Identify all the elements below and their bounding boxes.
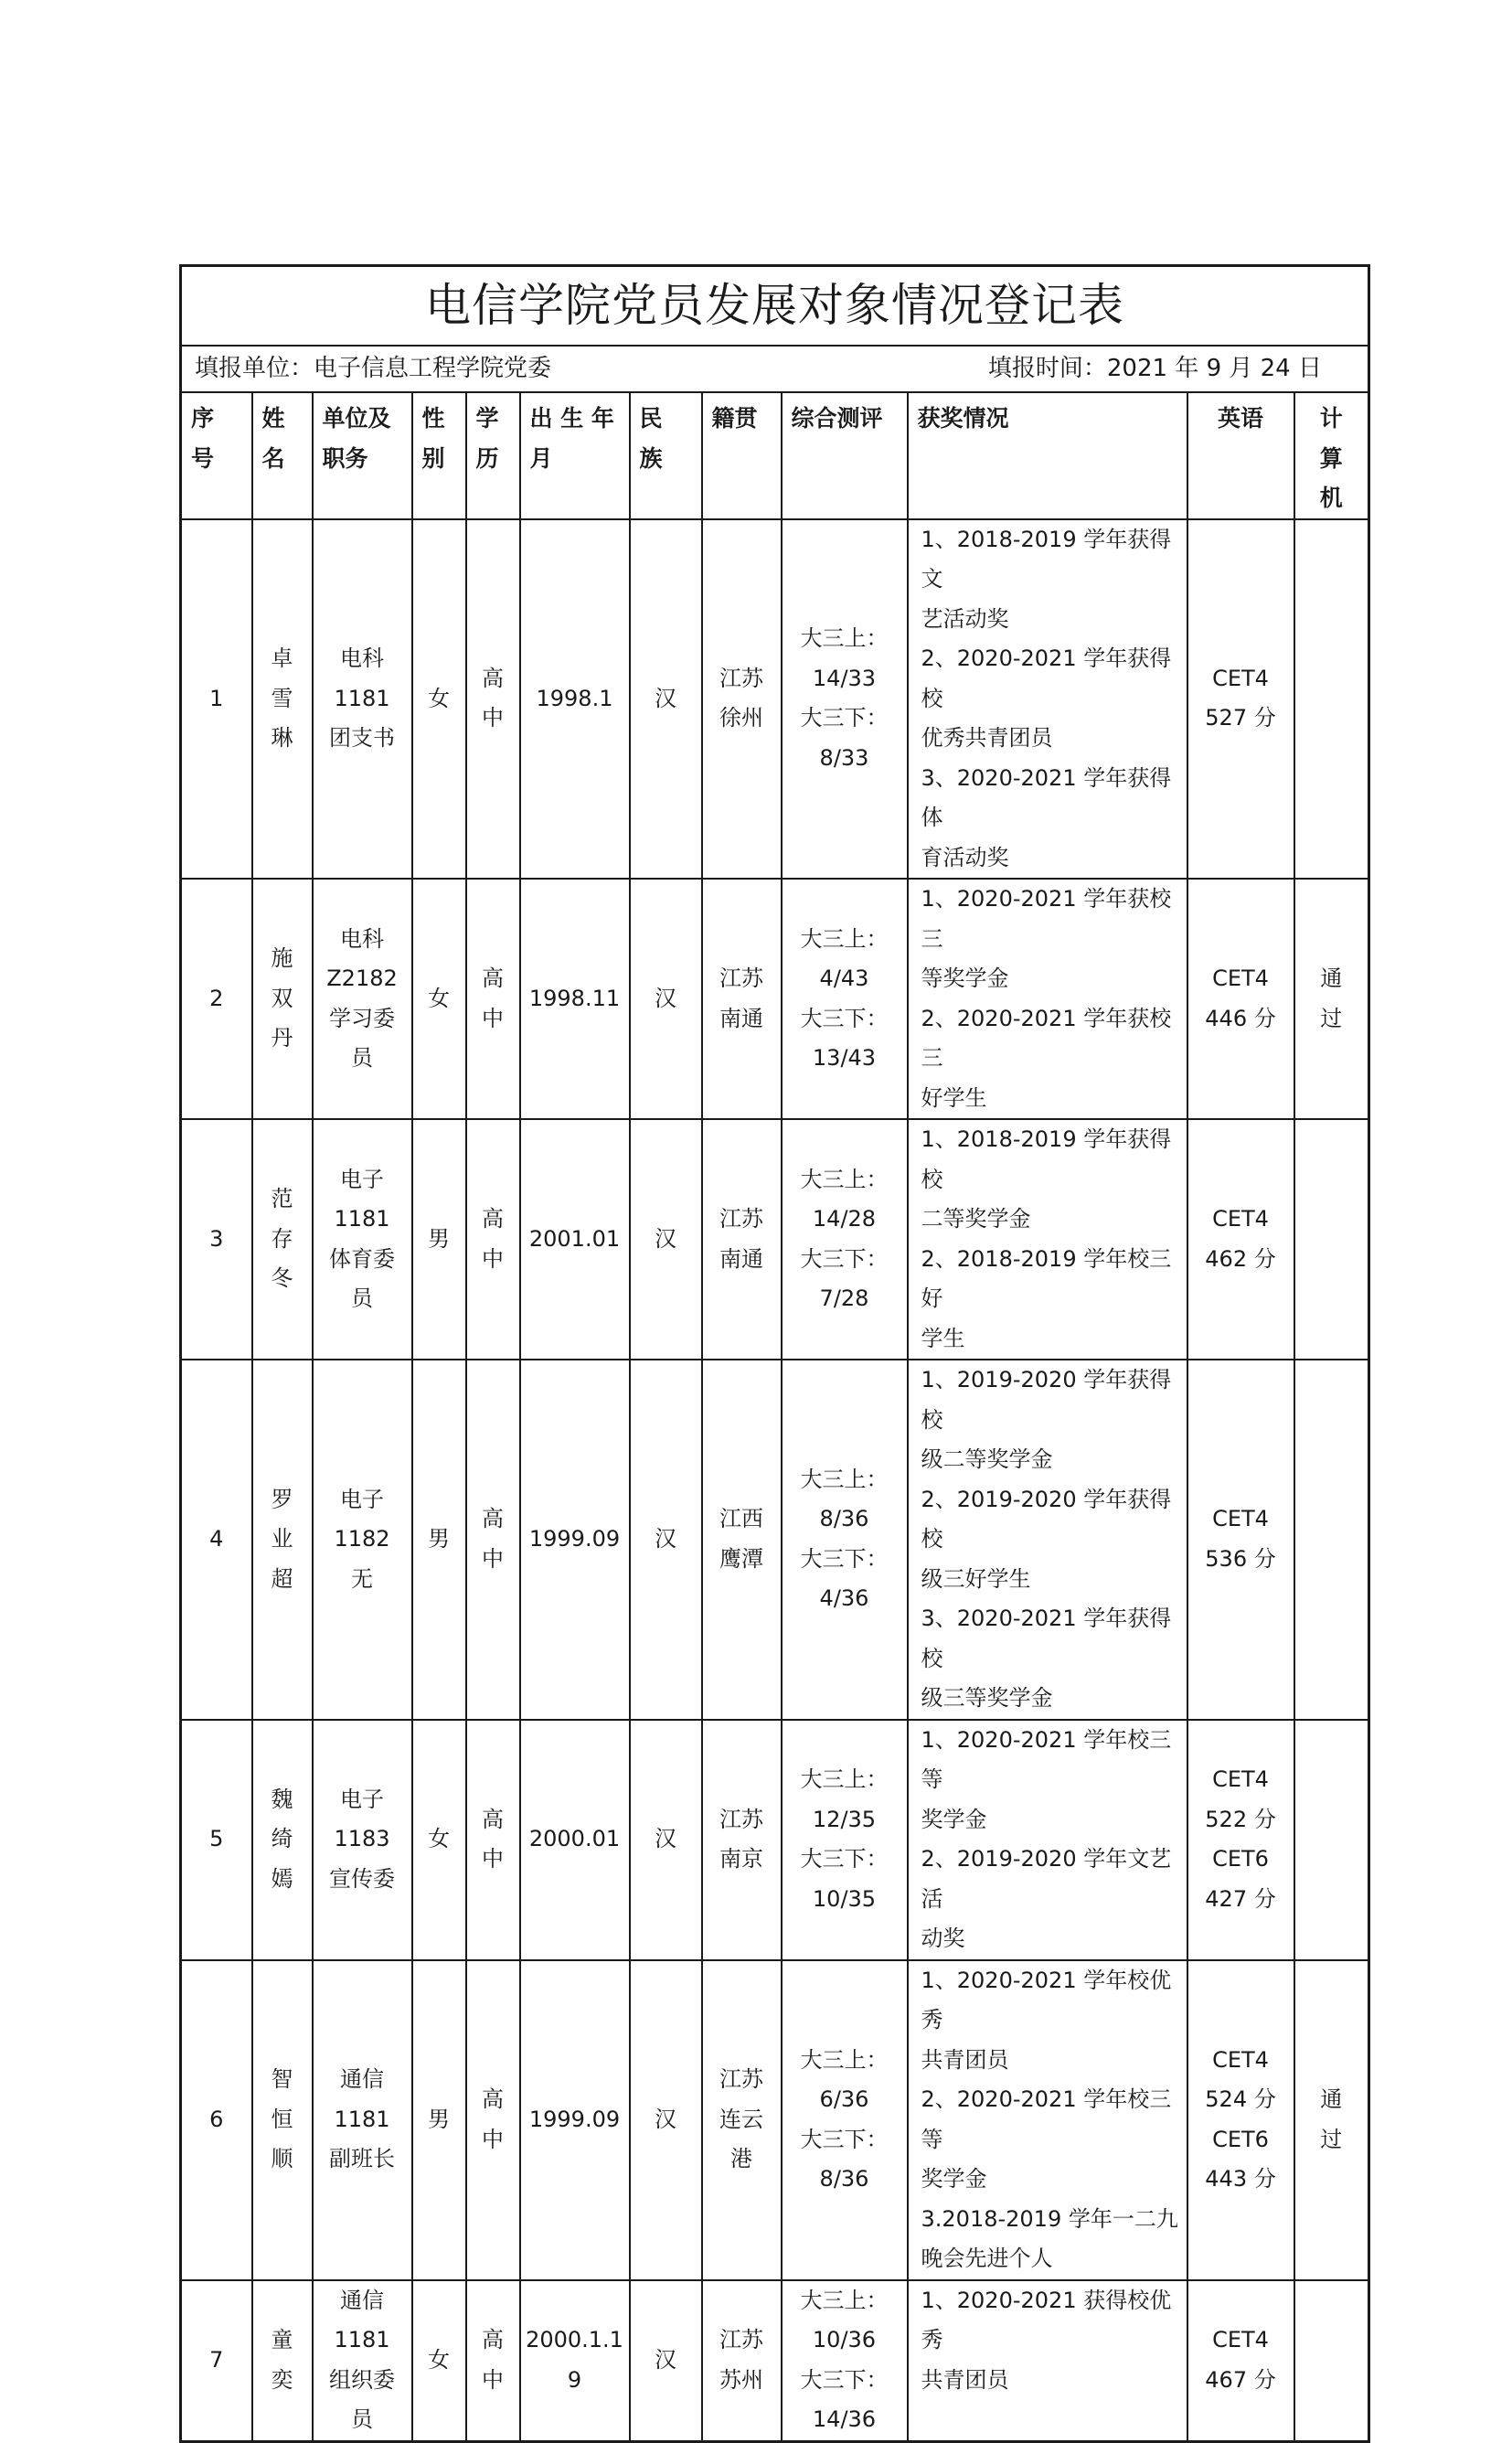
cell-birth: 1998.11 bbox=[520, 879, 630, 1119]
cell-edu: 高 中 bbox=[466, 1960, 520, 2280]
cell-birth: 1998.1 bbox=[520, 519, 630, 880]
cell-computer bbox=[1294, 519, 1369, 880]
cell-no: 7 bbox=[181, 2280, 252, 2442]
cell-birth: 1999.09 bbox=[520, 1960, 630, 2280]
cell-unit: 通信 1181 组织委 员 bbox=[313, 2280, 412, 2442]
table-row bbox=[181, 1720, 1369, 1960]
cell-gender: 女 bbox=[412, 2280, 466, 2442]
cell-english: CET4 462 分 bbox=[1187, 1119, 1294, 1360]
cell-evaluation: 大三上： 14/33 大三下： 8/33 bbox=[782, 519, 908, 880]
cell-english: CET4 524 分 CET6 443 分 bbox=[1187, 1960, 1294, 2280]
cell-evaluation: 大三上： 8/36 大三下： 4/36 bbox=[782, 1360, 908, 1720]
cell-computer bbox=[1294, 1360, 1369, 1720]
cell-edu: 高 中 bbox=[466, 519, 520, 880]
header-col-name: 姓 名 bbox=[252, 392, 313, 519]
cell-gender: 女 bbox=[412, 1720, 466, 1960]
cell-origin: 江苏 南京 bbox=[702, 1720, 782, 1960]
header-col-computer: 计 算 机 bbox=[1294, 392, 1369, 519]
meta-row bbox=[181, 346, 1369, 392]
cell-english: CET4 522 分 CET6 427 分 bbox=[1187, 1720, 1294, 1960]
cell-name: 施 双 丹 bbox=[252, 879, 313, 1119]
cell-no: 6 bbox=[181, 1960, 252, 2280]
page-title: 电信学院党员发展对象情况登记表 bbox=[181, 266, 1369, 347]
cell-gender: 男 bbox=[412, 1119, 466, 1360]
cell-awards: 1、2019-2020 学年获得校 级二等奖学金 2、2019-2020 学年获得校 级三好学生 3、2020-2021 学年获得校 级三等奖学金 bbox=[908, 1360, 1187, 1720]
cell-origin: 江苏 南通 bbox=[702, 1119, 782, 1360]
registration-form bbox=[179, 264, 1368, 2443]
cell-origin: 江苏 徐州 bbox=[702, 519, 782, 880]
cell-evaluation: 大三上： 6/36 大三下： 8/36 bbox=[782, 1960, 908, 2280]
table-row bbox=[181, 1119, 1369, 1360]
cell-unit: 电子 1182 无 bbox=[313, 1360, 412, 1720]
cell-gender: 男 bbox=[412, 1360, 466, 1720]
cell-awards: 1、2018-2019 学年获得文 艺活动奖 2、2020-2021 学年获得校 优秀共青团员 3、2020-2021 学年获得体 育活动奖 bbox=[908, 519, 1187, 880]
cell-origin: 江西 鹰潭 bbox=[702, 1360, 782, 1720]
cell-computer bbox=[1294, 2280, 1369, 2442]
cell-ethnic: 汉 bbox=[630, 1119, 702, 1360]
cell-unit: 电子 1183 宣传委 bbox=[313, 1720, 412, 1960]
header-col-education: 学 历 bbox=[466, 392, 520, 519]
header-col-evaluation: 综合测评 bbox=[782, 392, 908, 519]
cell-english: CET4 467 分 bbox=[1187, 2280, 1294, 2442]
cell-ethnic: 汉 bbox=[630, 2280, 702, 2442]
table-row bbox=[181, 1360, 1369, 1720]
cell-ethnic: 汉 bbox=[630, 1720, 702, 1960]
cell-gender: 女 bbox=[412, 519, 466, 880]
cell-gender: 男 bbox=[412, 1960, 466, 2280]
table-row bbox=[181, 1960, 1369, 2280]
cell-birth: 2001.01 bbox=[520, 1119, 630, 1360]
cell-edu: 高 中 bbox=[466, 1119, 520, 1360]
cell-no: 2 bbox=[181, 879, 252, 1119]
cell-gender: 女 bbox=[412, 879, 466, 1119]
cell-evaluation: 大三上： 14/28 大三下： 7/28 bbox=[782, 1119, 908, 1360]
table-row bbox=[181, 519, 1369, 880]
cell-edu: 高 中 bbox=[466, 2280, 520, 2442]
cell-birth: 1999.09 bbox=[520, 1360, 630, 1720]
cell-awards: 1、2020-2021 学年校优秀 共青团员 2、2020-2021 学年校三等 奖学金 3.2018-2019 学年一二九 晚会先进个人 bbox=[908, 1960, 1187, 2280]
cell-awards: 1、2020-2021 学年校三等 奖学金 2、2019-2020 学年文艺活 动奖 bbox=[908, 1720, 1187, 1960]
cell-ethnic: 汉 bbox=[630, 1360, 702, 1720]
cell-evaluation: 大三上： 4/43 大三下： 13/43 bbox=[782, 879, 908, 1119]
header-col-english: 英语 bbox=[1187, 392, 1294, 519]
cell-ethnic: 汉 bbox=[630, 1960, 702, 2280]
cell-name: 罗 业 超 bbox=[252, 1360, 313, 1720]
cell-name: 智 恒 顺 bbox=[252, 1960, 313, 2280]
cell-no: 5 bbox=[181, 1720, 252, 1960]
cell-computer bbox=[1294, 1119, 1369, 1360]
registration-table bbox=[179, 264, 1370, 2443]
cell-ethnic: 汉 bbox=[630, 879, 702, 1119]
cell-origin: 江苏 苏州 bbox=[702, 2280, 782, 2442]
cell-computer: 通 过 bbox=[1294, 1960, 1369, 2280]
header-col-origin: 籍贯 bbox=[702, 392, 782, 519]
cell-no: 1 bbox=[181, 519, 252, 880]
cell-edu: 高 中 bbox=[466, 879, 520, 1119]
cell-english: CET4 527 分 bbox=[1187, 519, 1294, 880]
cell-origin: 江苏 南通 bbox=[702, 879, 782, 1119]
cell-origin: 江苏 连云 港 bbox=[702, 1960, 782, 2280]
header-col-gender: 性 别 bbox=[412, 392, 466, 519]
header-col-no: 序 号 bbox=[181, 392, 252, 519]
cell-birth: 2000.1.1 9 bbox=[520, 2280, 630, 2442]
cell-english: CET4 446 分 bbox=[1187, 879, 1294, 1119]
cell-english: CET4 536 分 bbox=[1187, 1360, 1294, 1720]
cell-edu: 高 中 bbox=[466, 1720, 520, 1960]
cell-awards: 1、2020-2021 获得校优秀 共青团员 bbox=[908, 2280, 1187, 2442]
cell-awards: 1、2020-2021 学年获校三 等奖学金 2、2020-2021 学年获校三 好学生 bbox=[908, 879, 1187, 1119]
cell-name: 卓 雪 琳 bbox=[252, 519, 313, 880]
cell-unit: 通信 1181 副班长 bbox=[313, 1960, 412, 2280]
cell-computer: 通 过 bbox=[1294, 879, 1369, 1119]
cell-unit: 电科 Z2182 学习委 员 bbox=[313, 879, 412, 1119]
cell-unit: 电子 1181 体育委 员 bbox=[313, 1119, 412, 1360]
reporting-unit: 填报单位：电子信息工程学院党委 bbox=[195, 355, 552, 382]
cell-unit: 电科 1181 团支书 bbox=[313, 519, 412, 880]
cell-name: 范 存 冬 bbox=[252, 1119, 313, 1360]
table-row bbox=[181, 879, 1369, 1119]
cell-name: 魏 绮 嫣 bbox=[252, 1720, 313, 1960]
cell-computer bbox=[1294, 1720, 1369, 1960]
header-col-unit: 单位及 职务 bbox=[313, 392, 412, 519]
cell-edu: 高 中 bbox=[466, 1360, 520, 1720]
cell-birth: 2000.01 bbox=[520, 1720, 630, 1960]
cell-awards: 1、2018-2019 学年获得校 二等奖学金 2、2018-2019 学年校三好 学生 bbox=[908, 1119, 1187, 1360]
reporting-date: 填报时间：2021 年 9 月 24 日 bbox=[987, 355, 1322, 382]
header-col-birth: 出 生 年 月 bbox=[520, 392, 630, 519]
header-row bbox=[181, 392, 1369, 519]
cell-evaluation: 大三上： 10/36 大三下： 14/36 bbox=[782, 2280, 908, 2442]
cell-no: 4 bbox=[181, 1360, 252, 1720]
cell-ethnic: 汉 bbox=[630, 519, 702, 880]
header-col-awards: 获奖情况 bbox=[908, 392, 1187, 519]
table-row bbox=[181, 2280, 1369, 2442]
cell-no: 3 bbox=[181, 1119, 252, 1360]
cell-name: 童 奕 bbox=[252, 2280, 313, 2442]
cell-evaluation: 大三上： 12/35 大三下： 10/35 bbox=[782, 1720, 908, 1960]
header-col-ethnic: 民 族 bbox=[630, 392, 702, 519]
